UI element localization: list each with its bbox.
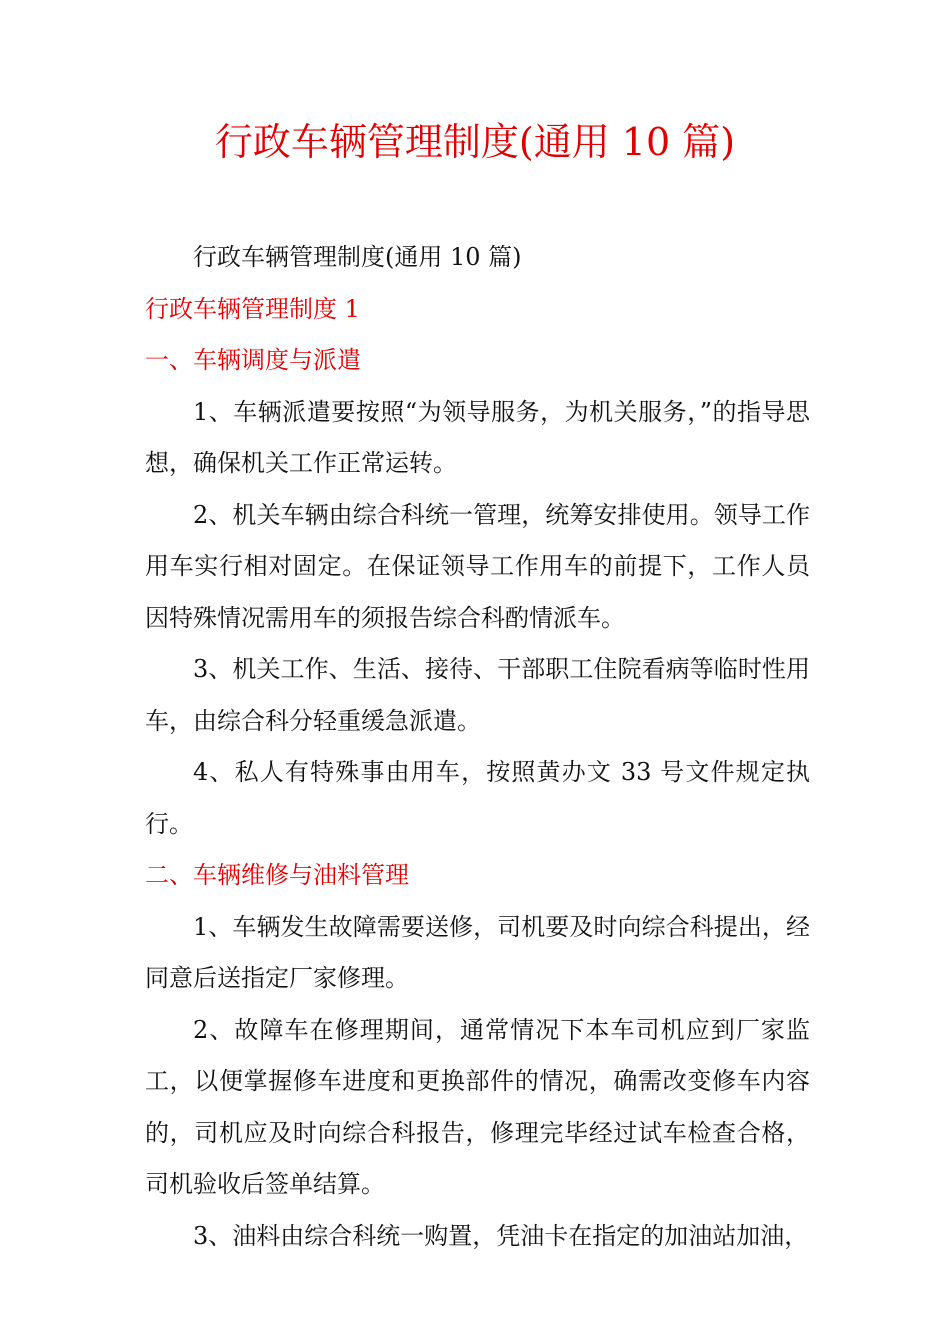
document-subtitle: 行政车辆管理制度(通用 10 篇) [193,243,522,271]
part1-paragraph-2: 2、机关车辆由综合科统一管理，统筹安排使用。领导工作用车实行相对固定。在保证领导工作用车的前提下，工作人员因特殊情况需用车的须报告综合科酌情派车。 [145,500,810,632]
part1-paragraph-3: 3、机关工作、生活、接待、干部职工住院看病等临时性用车，由综合科分轻重缓急派遣。 [145,655,810,735]
part1-paragraph-1: 1、车辆派遣要按照“为领导服务，为机关服务，”的指导思想，确保机关工作正常运转。 [145,397,810,477]
document-title: 行政车辆管理制度(通用 10 篇) [214,120,736,164]
part1-heading: 一、车辆调度与派遣 [145,346,361,374]
section-heading: 行政车辆管理制度 1 [145,294,360,323]
part1-paragraph-4: 4、私人有特殊事由用车，按照黄办文 33 号文件规定执行。 [145,758,810,838]
part2-heading: 二、车辆维修与油料管理 [145,861,409,889]
part2-paragraph-2: 2、故障车在修理期间，通常情况下本车司机应到厂家监工，以便掌握修车进度和更换部件的情况，确需改变修车内容的，司机应及时向综合科报告，修理完毕经过试车检查合格，司机验收后签单结算。 [145,1015,810,1198]
part2-paragraph-1: 1、车辆发生故障需要送修，司机要及时向综合科提出，经同意后送指定厂家修理。 [145,912,810,992]
document-body [145,232,810,1262]
part2-paragraph-3: 3、油料由综合科统一购置，凭油卡在指定的加油站加油， [193,1221,809,1250]
